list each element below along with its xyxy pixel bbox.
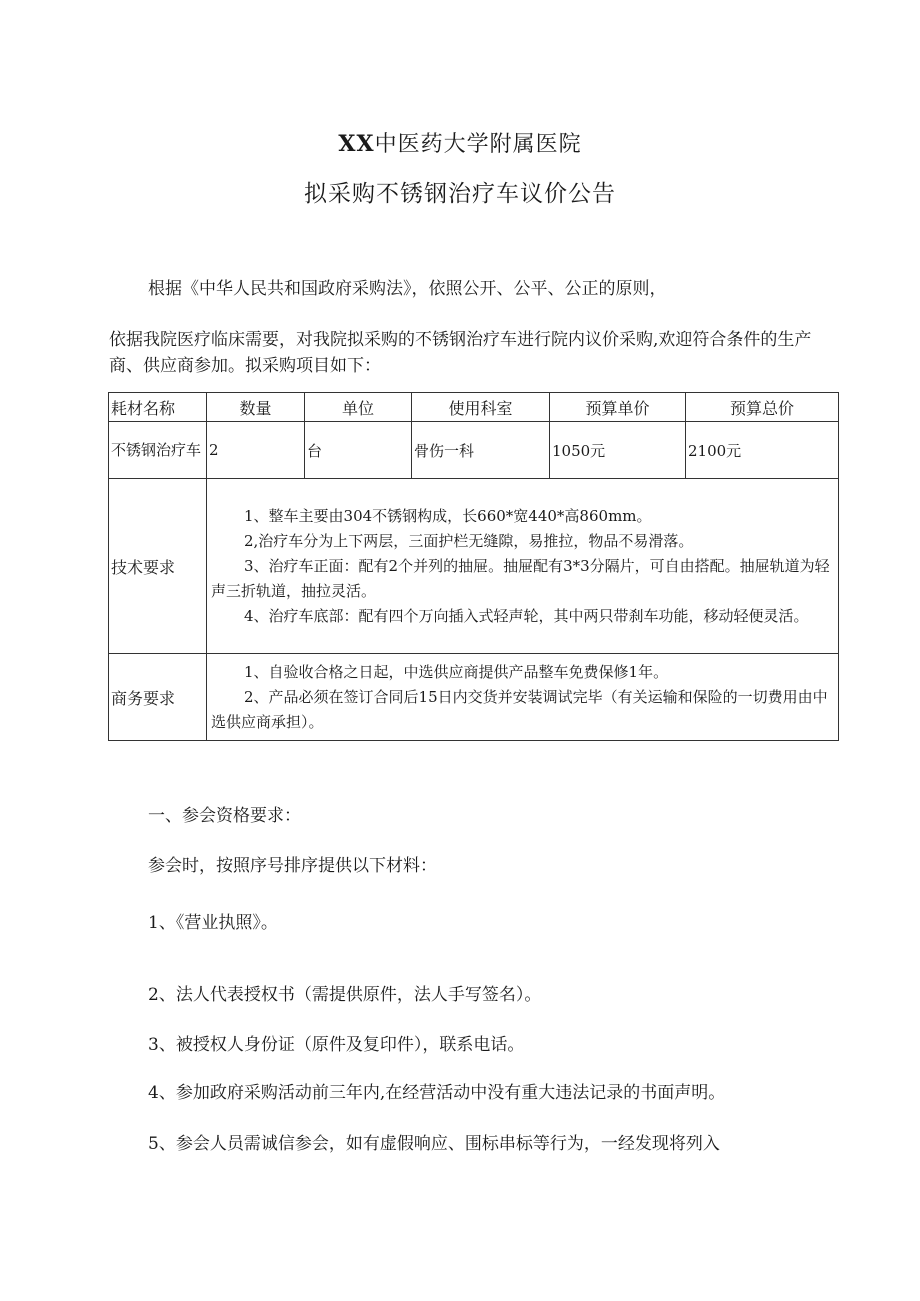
list-item: 3、被授权人身份证（原件及复印件），联系电话。 — [148, 1035, 525, 1055]
intro-paragraph-2: 依据我院医疗临床需要，对我院拟采购的不锈钢治疗车进行院内议价采购,欢迎符合条件的生产商、供应商参加。拟采购项目如下： — [109, 330, 812, 376]
tech-requirement-item: 3、治疗车正面：配有2个并列的抽屉。抽屉配有3*3分隔片，可自由搭配。抽屉轨道为轻声三折轨道，抽拉灵活。 — [211, 556, 830, 600]
business-requirements-label: 商务要求 — [109, 654, 207, 741]
cell-department: 骨伤一科 — [412, 422, 550, 479]
tech-requirement-item: 1、整车主要由304不锈钢构成，长660*宽440*高860mm。 — [244, 506, 652, 525]
tech-requirements-content — [207, 479, 839, 654]
business-requirement-item: 1、自验收合格之日起，中选供应商提供产品整车免费保修1年。 — [244, 662, 669, 681]
header-unit: 单位 — [305, 393, 412, 422]
hospital-title-prefix: XX — [338, 131, 375, 157]
list-item: 1、《营业执照》。 — [148, 913, 278, 933]
notice-title: 拟采购不锈钢治疗车议价公告 — [304, 181, 616, 207]
section-intro: 参会时，按照序号排序提供以下材料： — [148, 856, 437, 876]
table-header-row — [109, 393, 839, 422]
cell-quantity: 2 — [207, 422, 305, 479]
header-unit-price: 预算单价 — [550, 393, 686, 422]
cell-total-price: 2100元 — [686, 422, 839, 479]
section-heading: 一、参会资格要求： — [148, 806, 301, 826]
procurement-table — [108, 392, 839, 741]
tech-requirement-item: 2,治疗车分为上下两层，三面护栏无缝隙，易推拉，物品不易滑落。 — [244, 531, 694, 550]
tech-requirement-item: 4、治疗车底部：配有四个万向插入式轻声轮，其中两只带刹车功能，移动轻便灵活。 — [244, 606, 809, 625]
business-requirement-item: 2、产品必须在签订合同后15日内交货并安装调试完毕（有关运输和保险的一切费用由中选供应商承担）。 — [211, 687, 828, 731]
tech-requirements-label: 技术要求 — [109, 479, 207, 654]
cell-unit: 台 — [305, 422, 412, 479]
tech-requirements-row — [109, 479, 839, 654]
cell-item-name: 不锈钢治疗车 — [109, 422, 207, 479]
table-row — [109, 422, 839, 479]
header-item-name: 耗材名称 — [109, 393, 207, 422]
list-item: 5、参会人员需诚信参会，如有虚假响应、围标串标等行为，一经发现将列入 — [148, 1134, 720, 1154]
hospital-title — [0, 127, 920, 158]
cell-unit-price: 1050元 — [550, 422, 686, 479]
hospital-title-name: 中医药大学附属医院 — [374, 132, 582, 157]
intro-paragraph-1: 根据《中华人民共和国政府采购法》，依照公开、公平、公正的原则， — [148, 279, 667, 299]
list-item: 4、参加政府采购活动前三年内,在经营活动中没有重大违法记录的书面声明。 — [148, 1083, 726, 1103]
list-item: 2、法人代表授权书（需提供原件，法人手写签名）。 — [148, 985, 542, 1005]
business-requirements-row — [109, 654, 839, 741]
header-department: 使用科室 — [412, 393, 550, 422]
header-quantity: 数量 — [207, 393, 305, 422]
header-total-price: 预算总价 — [686, 393, 839, 422]
business-requirements-content — [207, 654, 839, 741]
